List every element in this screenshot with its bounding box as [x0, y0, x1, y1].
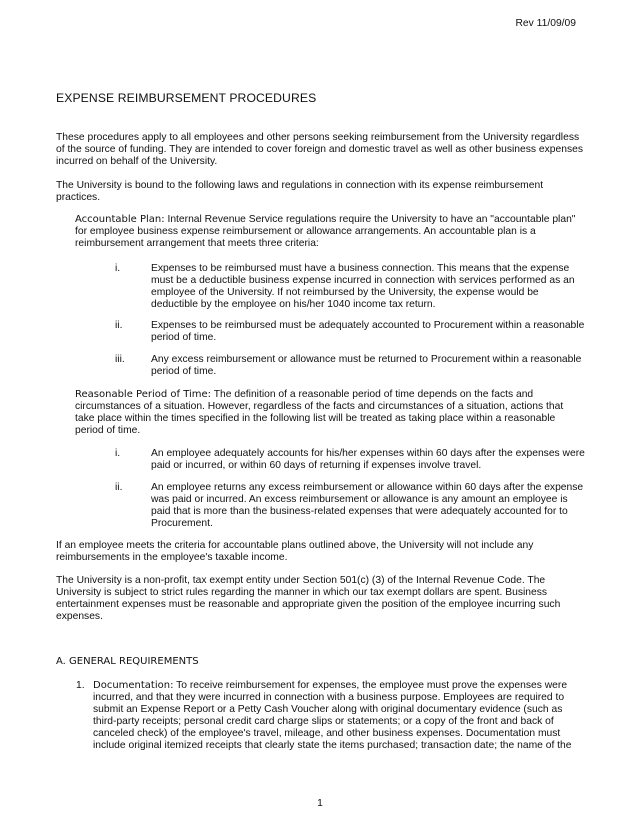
requirement-number: 1. — [76, 680, 85, 691]
page-title: EXPENSE REIMBURSEMENT PROCEDURES — [56, 91, 317, 105]
closing-paragraph-2: The University is a non-profit, tax exempt entity under Section 501(c) (3) of the Internal Revenue Code. The University is subject to strict rules regarding the manner in which our tax exempt dollars are spent. Business entertainment expenses must be reasonable and appropriate given the position of the employee incurring such expenses. — [56, 575, 561, 622]
period-number: ii. — [115, 482, 123, 493]
intro-paragraph-2: The University is bound to the following laws and regulations in connection with its expense reimbursement practices. — [56, 180, 544, 203]
accountable-plan-paragraph — [75, 214, 584, 250]
intro-paragraph-1: These procedures apply to all employees and other persons seeking reimbursement from the University regardless of the source of funding. They are intended to cover foreign and domestic travel as well as other business expenses incurred on behalf of the University. — [56, 132, 583, 167]
page-number: 1 — [317, 798, 323, 809]
period-number: i. — [115, 448, 121, 459]
accountable-plan-term: Accountable Plan: — [75, 214, 165, 225]
reasonable-period-text: The definition of a reasonable period of time depends on the facts and circumstances of a situation. However, regardless of the facts and circumstances of a situation, actions that take place within the times specified in the following list will be treated as taking place within a reasonable period of time. — [75, 389, 564, 436]
closing-paragraph-1: If an employee meets the criteria for accountable plans outlined above, the University will not include any reimbursements in the employee's taxable income. — [56, 540, 534, 563]
criteria-number: i. — [115, 263, 121, 274]
reasonable-period-term: Reasonable Period of Time: — [75, 389, 212, 400]
criteria-number: ii. — [115, 320, 123, 331]
criteria-text: Any excess reimbursement or allowance must be returned to Procurement within a reasonable period of time. — [151, 354, 582, 377]
documentation-term: Documentation: — [93, 680, 174, 691]
criteria-text: Expenses to be reimbursed must be adequately accounted to Procurement within a reasonable period of time. — [151, 320, 585, 343]
accountable-plan-text: Internal Revenue Service regulations require the University to have an "accountable plan" for employee business expense reimbursement or allowance arrangements. An accountable plan is a reimbursement arrangement that meets three criteria: — [75, 214, 576, 249]
criteria-number: iii. — [115, 354, 125, 365]
period-text: An employee adequately accounts for his/her expenses within 60 days after the expenses were paid or incurred, or within 60 days of returning if expenses involve travel. — [151, 448, 585, 471]
documentation-text: To receive reimbursement for expenses, the employee must prove the expenses were incurred, and that they were incurred in connection with a business purpose. Employees are required to submit an Expense Report or a Petty Cash Voucher along with original documentary evidence (such as third-party receipts; personal credit card charge slips or statements; or a copy of the front and back of canceled check) of the employee's travel, mileage, and other business expenses. Documentation must include original itemized receipts that clearly state the items purchased; transaction date; the name of the — [93, 680, 572, 751]
criteria-text: Expenses to be reimbursed must have a business connection. This means that the expense must be a deductible business expense incurred in connection with services performed as an employee of the University. If not reimbursed by the University, the expense would be deductible by the employee on his/her 1040 income tax return. — [151, 263, 575, 310]
revision-date: Rev 11/09/09 — [515, 18, 576, 29]
reasonable-period-paragraph — [75, 389, 584, 437]
period-text: An employee returns any excess reimbursement or allowance within 60 days after the expense was paid or incurred. An excess reimbursement or allowance is any amount an employee is paid that is more than the business-related expenses that were adequately accounted for to Procurement. — [151, 482, 584, 529]
requirement-text — [93, 680, 585, 752]
section-heading: A. GENERAL REQUIREMENTS — [56, 656, 199, 667]
